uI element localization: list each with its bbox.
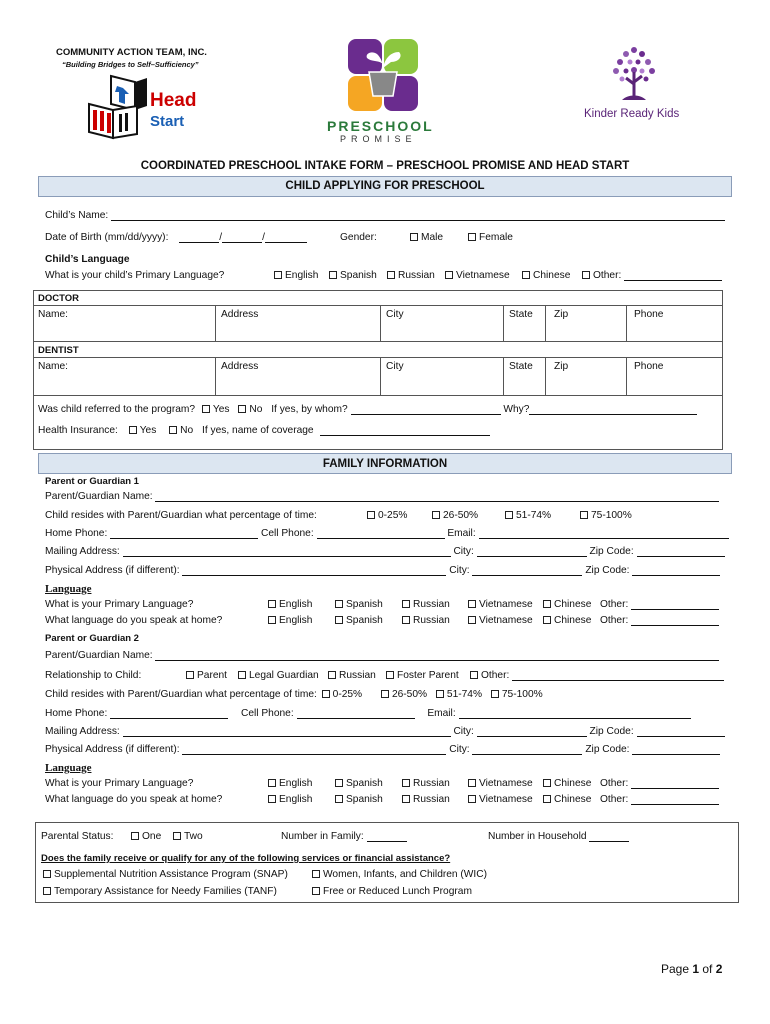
- other-field[interactable]: [631, 615, 719, 626]
- parental-status-label: Parental Status:: [41, 831, 114, 842]
- guardian-name-label: Parent/Guardian Name:: [45, 491, 153, 502]
- dentist-name-cell[interactable]: Name:: [38, 361, 69, 372]
- option-label: Other:: [600, 615, 629, 626]
- home-phone-label: Home Phone:: [45, 528, 108, 539]
- g2-rel-other[interactable]: [470, 670, 724, 681]
- g1-home-russian[interactable]: [402, 615, 450, 626]
- divider: [215, 357, 216, 395]
- option-label: Female: [479, 232, 513, 243]
- divider: [503, 357, 504, 395]
- g2-home-other[interactable]: [600, 794, 719, 805]
- guardian2-heading: Parent or Guardian 2: [45, 633, 139, 644]
- option-label: Vietnamese: [479, 615, 533, 626]
- g1-primary-other[interactable]: [600, 599, 719, 610]
- g1-primary-spanish[interactable]: [335, 599, 383, 610]
- option-label: Women, Infants, and Children (WIC): [323, 869, 488, 880]
- option-label: Spanish: [346, 599, 383, 610]
- guardian2-email-field[interactable]: [459, 708, 691, 719]
- coverage-label: If yes, name of coverage: [202, 425, 314, 436]
- checkbox-icon[interactable]: [410, 233, 418, 241]
- guardian1-heading: Parent or Guardian 1: [45, 476, 139, 487]
- child-language-heading: Child’s Language: [45, 254, 130, 265]
- g1-primary-vietnamese[interactable]: [468, 599, 533, 610]
- divider: [545, 305, 546, 341]
- guardian1-mailing-row: [45, 546, 725, 557]
- checkbox-icon[interactable]: [402, 795, 410, 803]
- option-label: Chinese: [554, 599, 592, 610]
- option-label: 26-50%: [443, 510, 479, 521]
- guardian2-physical-field[interactable]: [182, 744, 446, 755]
- option-label: Russian: [398, 270, 435, 281]
- dentist-zip-cell[interactable]: Zip: [554, 361, 569, 372]
- checkbox-icon[interactable]: [402, 616, 410, 624]
- family-count-field[interactable]: [367, 831, 407, 842]
- divider: [503, 305, 504, 341]
- checkbox-icon[interactable]: [268, 779, 276, 787]
- checkbox-icon[interactable]: [580, 511, 588, 519]
- guardian2-physical-city-field[interactable]: [472, 744, 582, 755]
- g1-home-vietnamese[interactable]: [468, 615, 533, 626]
- parental-status-two[interactable]: [173, 831, 203, 842]
- guardian1-email-field[interactable]: [479, 528, 729, 539]
- option-label: Supplemental Nutrition Assistance Program (SNAP): [54, 869, 288, 880]
- child-name-row: [45, 210, 725, 221]
- city-label: City:: [449, 744, 470, 755]
- zip-label: Zip Code:: [589, 546, 634, 557]
- child-name-label: Child’s Name:: [45, 210, 109, 221]
- checkbox-icon[interactable]: [582, 271, 590, 279]
- guardian1-name-field[interactable]: [155, 491, 719, 502]
- g2-pct-75-100-checkbox[interactable]: [491, 690, 499, 698]
- guardian2-mailing-row: [45, 726, 725, 737]
- guardian1-physical-field[interactable]: [182, 565, 446, 576]
- section-family-header: FAMILY INFORMATION: [38, 453, 732, 474]
- option-label: English: [279, 794, 313, 805]
- household-count-label: Number in Household: [488, 831, 587, 842]
- g1-home-other[interactable]: [600, 615, 719, 626]
- checkbox-icon[interactable]: [328, 671, 336, 679]
- option-label: Chinese: [554, 778, 592, 789]
- doctor-zip-cell[interactable]: Zip: [554, 309, 569, 320]
- resides-label: Child resides with Parent/Guardian what percentage of time:: [45, 689, 317, 700]
- city-label: City:: [453, 726, 474, 737]
- checkbox-icon[interactable]: [335, 779, 343, 787]
- insurance-yes-checkbox[interactable]: [129, 426, 137, 434]
- checkbox-icon[interactable]: [268, 616, 276, 624]
- parental-status-one[interactable]: [131, 831, 161, 842]
- guardian1-physical-row: [45, 565, 720, 576]
- guardian2-language-heading: Language: [45, 762, 92, 774]
- guardian1-pct-75-100[interactable]: [580, 510, 632, 521]
- referral-why-label: Why?: [503, 404, 530, 415]
- checkbox-icon[interactable]: [335, 600, 343, 608]
- checkbox-icon[interactable]: [468, 233, 476, 241]
- child-language-question: What is your child’s Primary Language?: [45, 270, 225, 281]
- option-label: Russian: [413, 615, 450, 626]
- doctor-address-cell[interactable]: Address: [221, 309, 259, 320]
- g1-home-chinese[interactable]: [543, 615, 591, 626]
- guardian2-home-lang-q: What language do you speak at home?: [45, 794, 223, 805]
- page-total: 2: [715, 962, 723, 976]
- guardian1-mailing-field[interactable]: [123, 546, 451, 557]
- kinder-tree-icon: [604, 42, 664, 106]
- guardian-name-label: Parent/Guardian Name:: [45, 650, 153, 661]
- g2-home-english[interactable]: [268, 794, 312, 805]
- divider: [545, 357, 546, 395]
- checkbox-icon[interactable]: [470, 671, 478, 679]
- g2-rel-parent[interactable]: [186, 670, 227, 681]
- divider: [215, 305, 216, 341]
- option-label: Parent: [197, 670, 228, 681]
- checkbox-icon[interactable]: [335, 616, 343, 624]
- checkbox-icon[interactable]: [173, 832, 181, 840]
- divider: [33, 305, 723, 306]
- option-label: Temporary Assistance for Needy Families (TANF): [54, 886, 277, 897]
- g2-home-spanish[interactable]: [335, 794, 383, 805]
- option-label: 0-25%: [378, 510, 408, 521]
- checkbox-icon[interactable]: [131, 832, 139, 840]
- option-label: English: [279, 778, 313, 789]
- head-start-word1: Head: [150, 90, 197, 111]
- option-label: Russian: [413, 778, 450, 789]
- physical-label: Physical Address (if different):: [45, 744, 180, 755]
- page-of: of: [699, 962, 716, 976]
- g2-primary-russian[interactable]: [402, 778, 450, 789]
- assistance-tanf[interactable]: [43, 886, 277, 897]
- section-child-header: CHILD APPLYING FOR PRESCHOOL: [38, 176, 732, 197]
- cat-org-name: COMMUNITY ACTION TEAM, INC.: [56, 47, 207, 58]
- doctor-city-cell[interactable]: City: [386, 309, 404, 320]
- assistance-lunch[interactable]: [312, 886, 472, 897]
- checkbox-icon[interactable]: [312, 887, 320, 895]
- option-label: Other:: [600, 599, 629, 610]
- g2-rel-legal-guardian[interactable]: [238, 670, 319, 681]
- g2-primary-other[interactable]: [600, 778, 719, 789]
- dob-year-field[interactable]: [265, 232, 307, 243]
- preschool-promise-logo: [347, 38, 419, 112]
- checkbox-icon[interactable]: [329, 271, 337, 279]
- referral-why-field[interactable]: [529, 404, 697, 415]
- checkbox-icon[interactable]: [274, 271, 282, 279]
- other-field[interactable]: [631, 794, 719, 805]
- checkbox-icon[interactable]: [402, 779, 410, 787]
- guardian1-phone-row: [45, 528, 729, 539]
- g2-pct-26-50-checkbox[interactable]: [381, 690, 389, 698]
- doctor-heading: DOCTOR: [38, 293, 79, 304]
- checkbox-icon[interactable]: [186, 671, 194, 679]
- guardian2-relationship-label: Relationship to Child:: [45, 670, 142, 681]
- option-label: Yes: [139, 425, 157, 436]
- guardian2-primary-lang-q: What is your Primary Language?: [45, 778, 194, 789]
- checkbox-icon[interactable]: [43, 870, 51, 878]
- option-label: Two: [184, 831, 203, 842]
- option-label: Vietnamese: [479, 794, 533, 805]
- checkbox-icon[interactable]: [543, 795, 551, 803]
- checkbox-icon[interactable]: [43, 887, 51, 895]
- option-label: English: [285, 270, 319, 281]
- dentist-state-cell[interactable]: State: [509, 361, 533, 372]
- city-label: City:: [453, 546, 474, 557]
- cell-phone-label: Cell Phone:: [260, 528, 314, 539]
- dentist-heading: DENTIST: [38, 345, 79, 356]
- g2-primary-spanish[interactable]: [335, 778, 383, 789]
- checkbox-icon[interactable]: [468, 795, 476, 803]
- divider: [626, 357, 627, 395]
- option-label: 75-100%: [501, 689, 543, 700]
- referral-row: [38, 404, 697, 415]
- child-dob-row: [45, 232, 307, 243]
- household-count-row: [488, 831, 629, 842]
- zip-label: Zip Code:: [585, 565, 630, 576]
- dentist-address-cell[interactable]: Address: [221, 361, 259, 372]
- zip-label: Zip Code:: [589, 726, 634, 737]
- checkbox-icon[interactable]: [543, 779, 551, 787]
- child-lang-vietnamese[interactable]: [445, 270, 510, 281]
- guardian1-pct-0-25[interactable]: [367, 510, 407, 521]
- guardian2-city-field[interactable]: [477, 726, 587, 737]
- guardian1-pct-26-50[interactable]: [432, 510, 478, 521]
- city-label: City:: [449, 565, 470, 576]
- checkbox-icon[interactable]: [387, 271, 395, 279]
- insurance-label: Health Insurance:: [38, 425, 118, 436]
- mailing-label: Mailing Address:: [45, 726, 120, 737]
- option-label: Other:: [600, 778, 629, 789]
- option-label: Spanish: [346, 794, 383, 805]
- doctor-name-cell[interactable]: Name:: [38, 309, 69, 320]
- mailing-label: Mailing Address:: [45, 546, 120, 557]
- coverage-field[interactable]: [320, 425, 490, 436]
- other-field[interactable]: [631, 778, 719, 789]
- other-field[interactable]: [631, 599, 719, 610]
- gender-female-option[interactable]: [468, 232, 513, 243]
- head-start-word2: Start: [150, 113, 185, 130]
- divider: [626, 305, 627, 341]
- guardian2-physical-zip-field[interactable]: [632, 744, 720, 755]
- g2-pct-51-74-checkbox[interactable]: [436, 690, 444, 698]
- option-label: One: [142, 831, 162, 842]
- physical-label: Physical Address (if different):: [45, 565, 180, 576]
- guardian1-name-row: [45, 491, 719, 502]
- checkbox-icon[interactable]: [468, 779, 476, 787]
- checkbox-icon[interactable]: [386, 671, 394, 679]
- checkbox-icon[interactable]: [367, 511, 375, 519]
- checkbox-icon[interactable]: [505, 511, 513, 519]
- guardian1-language-heading: Language: [45, 583, 92, 595]
- option-label: Chinese: [554, 794, 592, 805]
- doctor-state-cell[interactable]: State: [509, 309, 533, 320]
- home-phone-label: Home Phone:: [45, 708, 108, 719]
- dob-day-field[interactable]: [222, 232, 262, 243]
- guardian1-home-phone-field[interactable]: [110, 528, 258, 539]
- dob-label: Date of Birth (mm/dd/yyyy):: [45, 232, 169, 243]
- guardian1-primary-lang-q: What is your Primary Language?: [45, 599, 194, 610]
- option-label: 51-74%: [516, 510, 552, 521]
- option-label: Russian: [413, 794, 450, 805]
- divider: [33, 357, 723, 358]
- option-label: 26-50%: [391, 689, 428, 700]
- referral-no-checkbox[interactable]: [238, 405, 246, 413]
- guardian2-phone-row: [45, 708, 691, 719]
- child-lang-chinese[interactable]: [522, 270, 570, 281]
- family-count-row: [281, 831, 407, 842]
- guardian1-cell-phone-field[interactable]: [317, 528, 445, 539]
- g2-home-russian[interactable]: [402, 794, 450, 805]
- g1-primary-chinese[interactable]: [543, 599, 591, 610]
- option-label: English: [279, 599, 313, 610]
- dentist-city-cell[interactable]: City: [386, 361, 404, 372]
- email-label: Email:: [447, 528, 476, 539]
- checkbox-icon[interactable]: [268, 600, 276, 608]
- guardian1-zip-field[interactable]: [637, 546, 725, 557]
- divider: [33, 395, 723, 396]
- g2-rel-foster-parent[interactable]: [386, 670, 459, 681]
- g2-home-vietnamese[interactable]: [468, 794, 533, 805]
- preschool-promise-word2: PROMISE: [340, 134, 417, 144]
- page-label: Page: [661, 962, 693, 976]
- divider: [33, 341, 723, 342]
- option-label: 51-74%: [446, 689, 483, 700]
- checkbox-icon[interactable]: [543, 600, 551, 608]
- household-count-field[interactable]: [589, 831, 629, 842]
- divider: [380, 357, 381, 395]
- cat-tagline: “Building Bridges to Self–Sufficiency”: [62, 60, 199, 69]
- guardian2-mailing-field[interactable]: [123, 726, 451, 737]
- child-lang-english[interactable]: [274, 270, 318, 281]
- g1-home-english[interactable]: [268, 615, 312, 626]
- checkbox-icon[interactable]: [432, 511, 440, 519]
- guardian1-resides-label: Child resides with Parent/Guardian what percentage of time:: [45, 510, 317, 521]
- guardian2-home-phone-field[interactable]: [110, 708, 228, 719]
- checkbox-icon[interactable]: [335, 795, 343, 803]
- checkbox-icon[interactable]: [468, 616, 476, 624]
- page-number: [661, 962, 722, 976]
- guardian2-resides-row: [45, 689, 543, 700]
- checkbox-icon[interactable]: [543, 616, 551, 624]
- checkbox-icon[interactable]: [402, 600, 410, 608]
- referral-by-whom-field[interactable]: [351, 404, 501, 415]
- assistance-wic[interactable]: [312, 869, 487, 880]
- doctor-phone-cell[interactable]: Phone: [634, 309, 664, 320]
- g2-primary-english[interactable]: [268, 778, 312, 789]
- option-label: Foster Parent: [397, 670, 459, 681]
- family-count-label: Number in Family:: [281, 831, 364, 842]
- option-label: Russian: [339, 670, 376, 681]
- option-label: Russian: [413, 599, 450, 610]
- page-current: 1: [692, 962, 700, 976]
- cell-phone-label: Cell Phone:: [240, 708, 294, 719]
- option-label: No: [249, 404, 263, 415]
- dob-separator: /: [262, 232, 265, 243]
- option-label: 75-100%: [591, 510, 632, 521]
- other-field[interactable]: [512, 670, 724, 681]
- checkbox-icon[interactable]: [468, 600, 476, 608]
- assistance-snap[interactable]: [43, 869, 288, 880]
- child-lang-russian[interactable]: [387, 270, 435, 281]
- guardian1-pct-51-74[interactable]: [505, 510, 551, 521]
- referral-yes-checkbox[interactable]: [202, 405, 210, 413]
- g2-home-chinese[interactable]: [543, 794, 591, 805]
- option-label: 0-25%: [332, 689, 363, 700]
- dob-separator: /: [219, 232, 223, 243]
- option-label: Other:: [600, 794, 629, 805]
- dentist-phone-cell[interactable]: Phone: [634, 361, 664, 372]
- child-name-field[interactable]: [111, 210, 725, 221]
- other-language-field[interactable]: [624, 270, 722, 281]
- zip-label: Zip Code:: [585, 744, 630, 755]
- option-label: Chinese: [533, 270, 571, 281]
- referral-by-whom-label: If yes, by whom?: [271, 404, 348, 415]
- guardian1-home-lang-q: What language do you speak at home?: [45, 615, 223, 626]
- checkbox-icon[interactable]: [445, 271, 453, 279]
- option-label: Spanish: [340, 270, 377, 281]
- checkbox-icon[interactable]: [312, 870, 320, 878]
- form-title: COORDINATED PRESCHOOL INTAKE FORM – PRESCHOOL PROMISE AND HEAD START: [140, 160, 630, 172]
- gender-label: Gender:: [340, 232, 377, 243]
- insurance-no-checkbox[interactable]: [169, 426, 177, 434]
- option-label: Vietnamese: [456, 270, 510, 281]
- option-label: Legal Guardian: [249, 670, 319, 681]
- guardian1-physical-zip-field[interactable]: [632, 565, 720, 576]
- referral-question: Was child referred to the program?: [38, 404, 196, 415]
- guardian2-zip-field[interactable]: [637, 726, 725, 737]
- email-label: Email:: [427, 708, 456, 719]
- kinder-ready-kids-logo: Kinder Ready Kids: [584, 108, 680, 120]
- g2-pct-0-25-checkbox[interactable]: [322, 690, 330, 698]
- g2-rel-russian[interactable]: [328, 670, 376, 681]
- option-label: Spanish: [346, 778, 383, 789]
- guardian2-name-row: [45, 650, 719, 661]
- g1-home-spanish[interactable]: [335, 615, 383, 626]
- g2-primary-chinese[interactable]: [543, 778, 591, 789]
- checkbox-icon[interactable]: [522, 271, 530, 279]
- divider: [380, 305, 381, 341]
- guardian2-cell-phone-field[interactable]: [297, 708, 415, 719]
- child-lang-spanish[interactable]: [329, 270, 377, 281]
- guardian1-physical-city-field[interactable]: [472, 565, 582, 576]
- option-label: Vietnamese: [479, 778, 533, 789]
- insurance-row: [38, 425, 490, 436]
- option-label: Yes: [212, 404, 230, 415]
- checkbox-icon[interactable]: [238, 671, 246, 679]
- option-label: Vietnamese: [479, 599, 533, 610]
- option-label: Male: [421, 232, 444, 243]
- option-label: English: [279, 615, 313, 626]
- child-lang-other[interactable]: [582, 270, 722, 281]
- g1-primary-russian[interactable]: [402, 599, 450, 610]
- checkbox-icon[interactable]: [268, 795, 276, 803]
- preschool-promise-word1: PRESCHOOL: [327, 118, 434, 134]
- g1-primary-english[interactable]: [268, 599, 312, 610]
- option-label: Spanish: [346, 615, 383, 626]
- guardian1-city-field[interactable]: [477, 546, 587, 557]
- option-label: Chinese: [554, 615, 592, 626]
- option-label: No: [180, 425, 194, 436]
- dob-month-field[interactable]: [179, 232, 219, 243]
- guardian2-physical-row: [45, 744, 720, 755]
- assistance-question: Does the family receive or qualify for any of the following services or financial assistance?: [41, 853, 451, 864]
- gender-male-option[interactable]: [410, 232, 443, 243]
- option-label: Free or Reduced Lunch Program: [323, 886, 472, 897]
- option-label: Other:: [593, 270, 622, 281]
- option-label: Other:: [481, 670, 510, 681]
- g2-primary-vietnamese[interactable]: [468, 778, 533, 789]
- guardian2-name-field[interactable]: [155, 650, 719, 661]
